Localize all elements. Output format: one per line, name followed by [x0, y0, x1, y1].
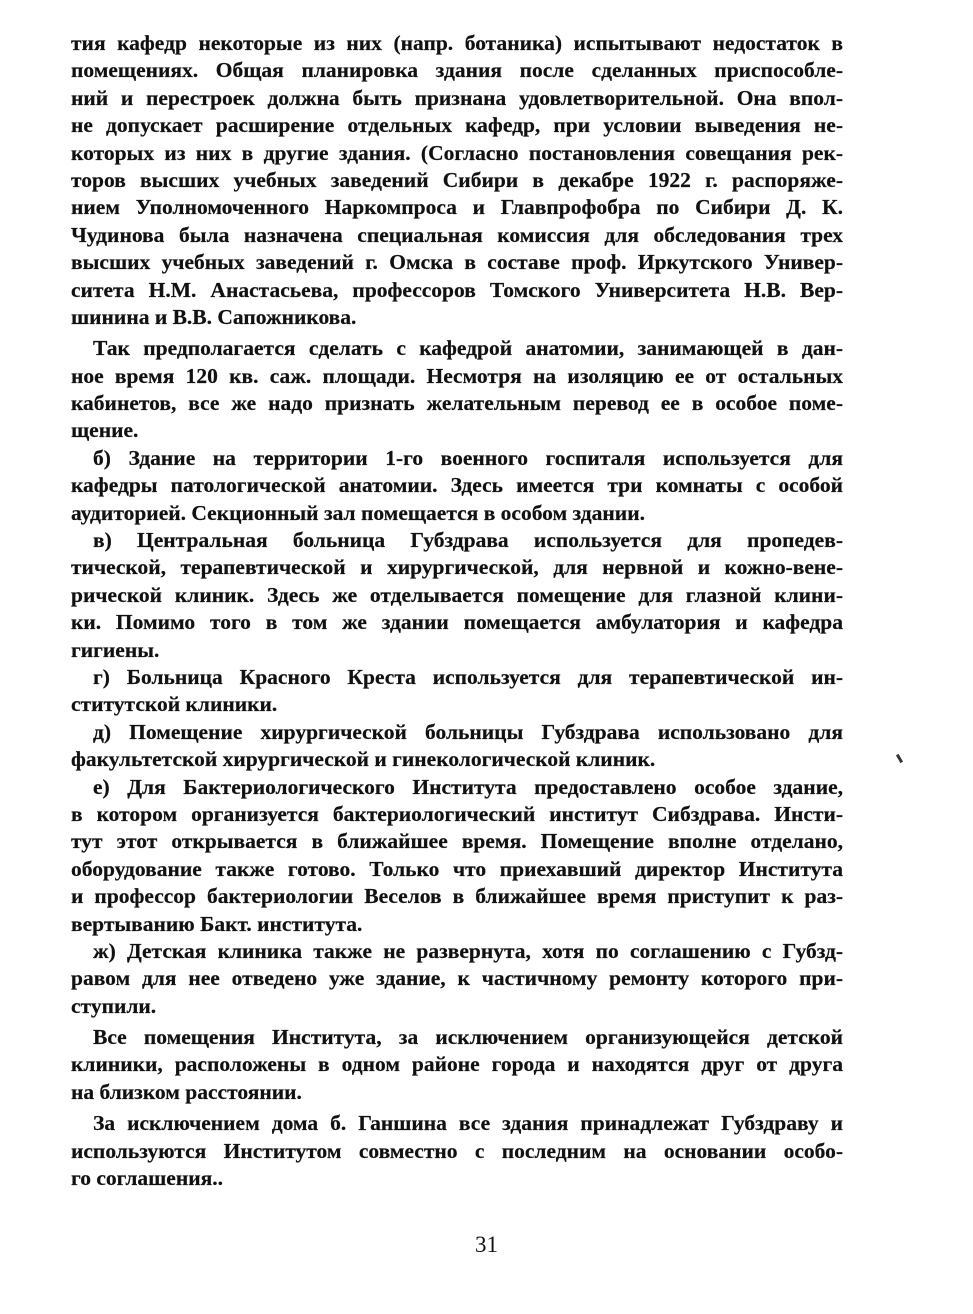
- text-line: За исключением дома б. Ганшина все здания принадлежат Губздраву и: [93, 1111, 843, 1136]
- text-line: торов высших учебных заведений Сибири в декабре 1922 г. распоряже-: [71, 167, 843, 192]
- text-line: тической, терапевтической и хирургической, для нервной и кожно-вене-: [71, 555, 843, 580]
- text-line: оборудование также готово. Только что приехавший директор Института: [71, 856, 843, 881]
- body-text: [71, 30, 843, 1192]
- text-line: ж) Детская клиника также не развернута, хотя по соглашению с Губзд-: [93, 938, 843, 963]
- text-line: на близком расстоянии.: [71, 1079, 302, 1104]
- text-line: ний и перестроек должна быть признана удовлетворительной. Она впол-: [71, 85, 843, 110]
- text-line: помещениях. Общая планировка здания после сделанных приспособле-: [71, 58, 843, 83]
- text-line: гигиены.: [71, 637, 160, 662]
- text-line: ное время 120 кв. саж. площади. Несмотря на изоляцию ее от остальных: [71, 363, 843, 388]
- text-line: ститутской клиники.: [71, 692, 278, 717]
- text-line: Чудинова была назначена специальная комиссия для обследования трех: [71, 222, 843, 247]
- text-line: тут этот открывается в ближайшее время. Помещение вполне отделано,: [71, 829, 843, 854]
- text-line: ситета Н.М. Анастасьева, профессоров Томского Университета Н.В. Вер-: [71, 277, 843, 302]
- text-line: д) Помещение хирургической больницы Губздрава использовано для: [93, 719, 843, 744]
- text-line: в котором организуется бактериологический институт Сибздрава. Инсти-: [71, 801, 843, 826]
- text-line: которых из них в другие здания. (Согласно постановления совещания рек-: [71, 140, 843, 165]
- text-line: шинина и В.В. Сапожникова.: [71, 304, 357, 329]
- text-line: рической клиник. Здесь же отделывается помещение для глазной клини-: [71, 582, 843, 607]
- text-line: го соглашения..: [71, 1166, 223, 1191]
- text-line: Все помещения Института, за исключением организующейся детской: [93, 1025, 843, 1050]
- text-line: Так предполагается сделать с кафедрой анатомии, занимающей в дан-: [93, 336, 843, 361]
- text-line: г) Больница Красного Креста используется для терапевтической ин-: [93, 664, 843, 689]
- text-line: тия кафедр некоторые из них (напр. ботаника) испытывают недостаток в: [71, 31, 843, 55]
- text-line: б) Здание на территории 1-го военного госпиталя используется для: [93, 445, 843, 470]
- page-number: 31: [475, 1232, 498, 1257]
- text-line: высших учебных заведений г. Омска в составе проф. Иркутского Универ-: [71, 250, 843, 275]
- text-line: кафедры патологической анатомии. Здесь имеется три комнаты с особой: [71, 473, 843, 498]
- text-line: аудиторией. Секционный зал помещается в особом здании.: [71, 500, 645, 525]
- text-line: нием Уполномоченного Наркомпроса и Главпрофобра по Сибири Д. К.: [71, 195, 843, 220]
- text-line: е) Для Бактериологического Института предоставлено особое здание,: [93, 774, 843, 799]
- text-line: клиники, расположены в одном районе города и находятся друг от друга: [71, 1052, 843, 1077]
- text-line: ки. Помимо того в том же здании помещается амбулатория и кафедра: [71, 610, 843, 635]
- text-line: ступили.: [71, 993, 157, 1018]
- text-line: щение.: [71, 418, 139, 443]
- text-line: вертыванию Бакт. института.: [71, 911, 363, 936]
- text-line: используются Институтом совместно с последним на основании особо-: [71, 1138, 843, 1163]
- text-line: равом для нее отведено уже здание, к частичному ремонту которого при-: [71, 966, 843, 991]
- text-line: кабинетов, все же надо признать желательным перевод ее в особое поме-: [71, 391, 843, 416]
- scan-artifact: [896, 754, 903, 763]
- text-line: факультетской хирургической и гинекологической клиник.: [71, 747, 656, 772]
- text-line: и профессор бактериологии Веселов в ближайшее время приступит к раз-: [71, 884, 843, 909]
- text-line: в) Центральная больница Губздрава используется для пропедев-: [93, 528, 843, 553]
- text-line: не допускает расширение отдельных кафедр, при условии выведения не-: [71, 113, 843, 138]
